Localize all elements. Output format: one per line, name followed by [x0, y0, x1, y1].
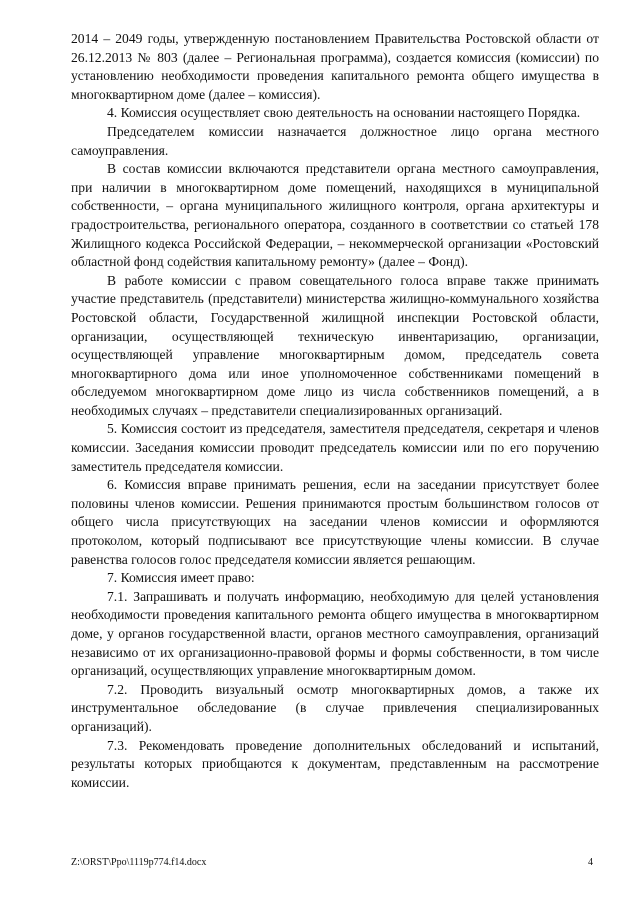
- paragraph-item-7-3: 7.3. Рекомендовать проведение дополнительных обследований и испытаний, результаты которых приобщаются к документам, представленным на рассмотрение комиссии.: [71, 737, 599, 790]
- paragraph-item-7-1: 7.1. Запрашивать и получать информацию, необходимую для целей установления необходимости проведения капитального ремонта общего имущества в многоквартирном доме, у органов государственной власти, органов местного самоуправления, организаций независимо от их организационно-правовой формы и формы собственности, в том числе организаций, осуществляющих управление многоквартирным домом.: [71, 588, 599, 679]
- paragraph-item-5: 5. Комиссия состоит из председателя, заместителя председателя, секретаря и членов комиссии. Заседания комиссии проводит председатель комиссии или по его поручению заместитель председателя комиссии.: [71, 421, 599, 474]
- paragraph-composition: В состав комиссии включаются представители органа местного самоуправления, при наличии в многоквартирном доме помещений, находящихся в муниципальной собственности, – органа муниципального жилищного контроля, органа архитектуры и градостроительства, регионального оператора, созданного в соответствии со статьей 178 Жилищного кодекса Российской Федерации, – некоммерческой организации «Ростовский областной фонд содействия капитальному ремонту» (далее – Фонд).: [71, 161, 599, 270]
- paragraph-advisory-participants: В работе комиссии с правом совещательного голоса вправе также принимать участие представитель (представители) министерства жилищно-коммунального хозяйства Ростовской области, Государственной жилищной инспекции Ростовской области, организации, осуществляющей техническую инвентаризацию, организации, осуществляющей управление многоквартирным домом, председатель совета многоквартирного дома или иное уполномоченное собственниками помещений в обследуемом многоквартирном доме лицо из числа собственников помещений, а в необходимых случаях – представители специализированных организаций.: [71, 272, 599, 418]
- paragraph-item-7: 7. Комиссия имеет право:: [107, 570, 255, 586]
- document-body: [71, 30, 599, 792]
- paragraph-item-6: 6. Комиссия вправе принимать решения, если на заседании присутствует более половины членов комиссии. Решения принимаются простым большинством голосов от общего числа присутствующих на заседании членов комиссии и оформляются протоколом, который подписывают все присутствующие члены комиссии. В случае равенства голосов голос председателя комиссии является решающим.: [71, 477, 599, 567]
- paragraph-chairman: Председателем комиссии назначается должностное лицо органа местного самоуправления.: [71, 123, 599, 158]
- page-number: 4: [588, 857, 593, 868]
- footer-file-path: Z:\ORST\Ppo\1119p774.f14.docx: [71, 857, 207, 868]
- paragraph-item-7-2: 7.2. Проводить визуальный осмотр многоквартирных домов, а также их инструментальное обследование (в случае привлечения специализированных организаций).: [71, 681, 599, 734]
- paragraph-item-4: 4. Комиссия осуществляет свою деятельность на основании настоящего Порядка.: [107, 105, 581, 121]
- paragraph-program-continuation: 2014 – 2049 годы, утвержденную постановлением Правительства Ростовской области от 26.12.2013 № 803 (далее – Региональная программа), создается комиссия (комиссии) по установлению необходимости проведения капитального ремонта общего имущества в многоквартирном доме (далее – комиссия).: [71, 31, 599, 102]
